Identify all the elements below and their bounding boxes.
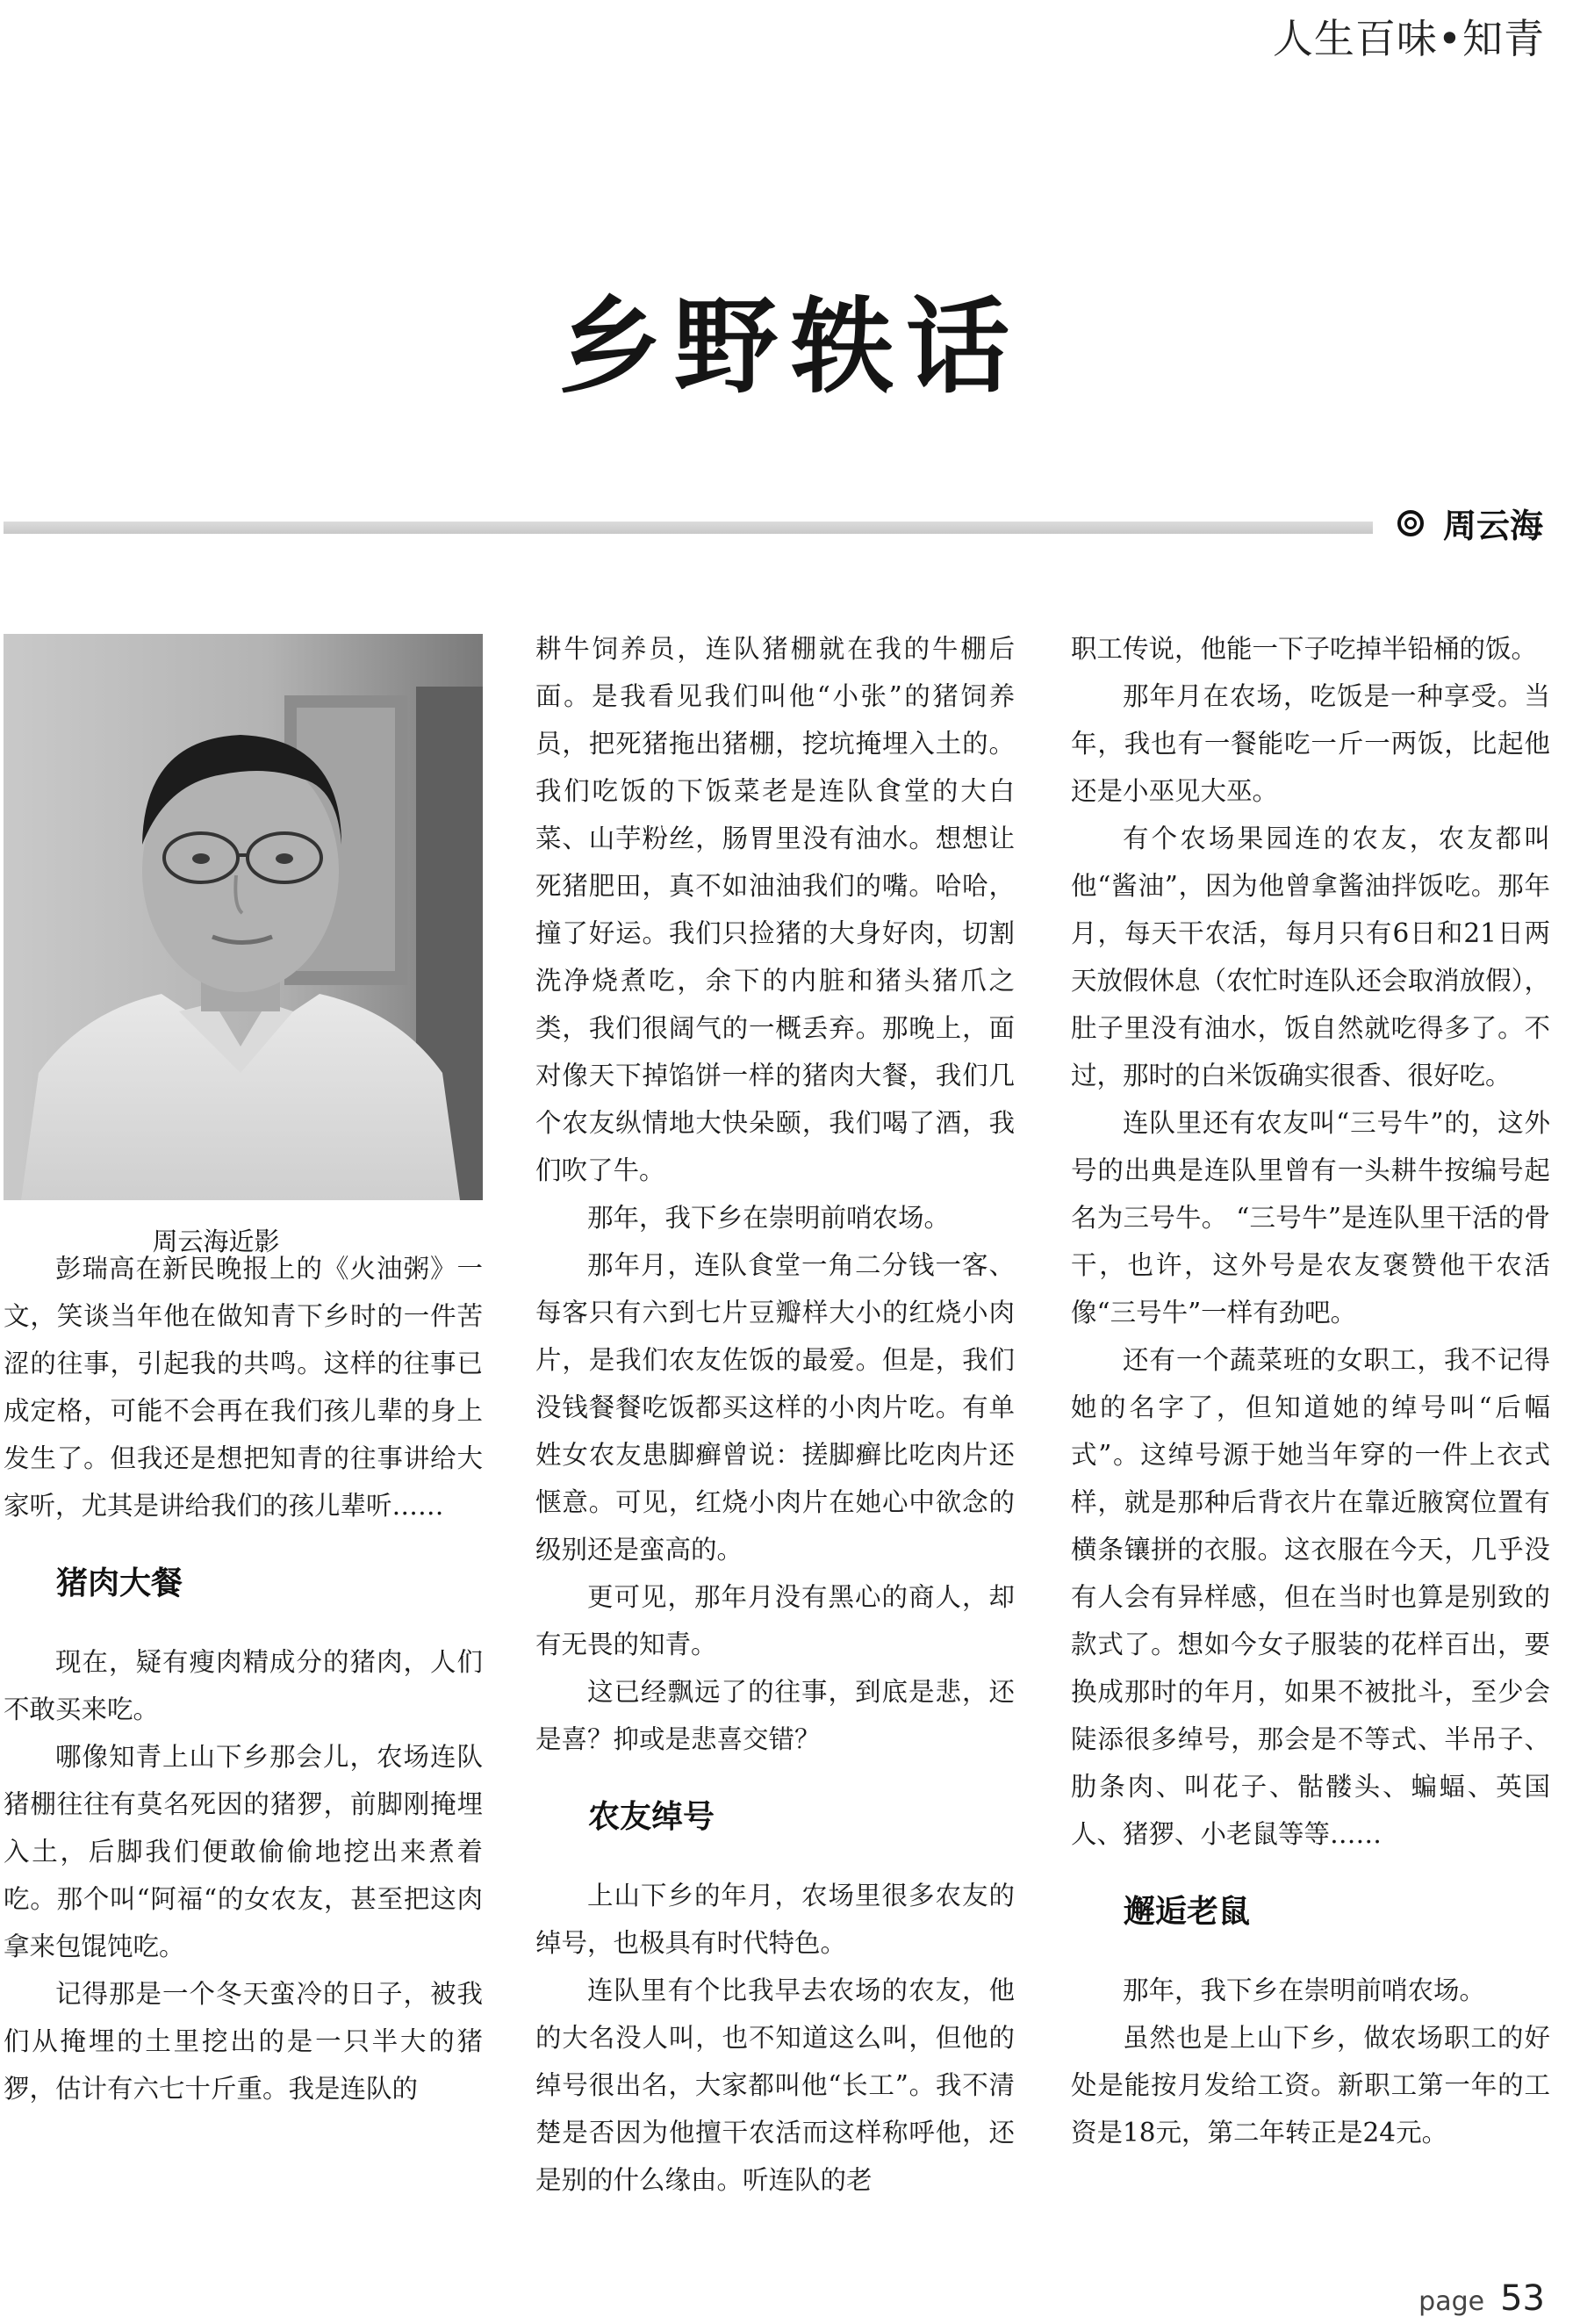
subheading-pork-feast: 猪肉大餐 [56, 1565, 183, 1601]
paragraph: 那年月在农场，吃饭是一种享受。当年，我也有一餐能吃一斤一两饭，比起他还是小巫见大巫。 [1071, 681, 1550, 806]
paragraph: 连队里有个比我早去农场的农友，他的大名没人叫，也不知道这么叫，但他的绰号很出名，大家都叫他“长工”。我不清楚是否因为他擅干农活而这样称呼他，还是别的什么缘由。听连队的老 [535, 1975, 1015, 2195]
author-name: 周云海 [1442, 507, 1543, 545]
paragraph: 虽然也是上山下乡，做农场职工的好处是能按月发给工资。新职工第一年的工资是18元，第二年转正是24元。 [1071, 2023, 1550, 2148]
paragraph: 那年，我下乡在崇明前哨农场。 [587, 1203, 951, 1233]
intro-paragraph: 彭瑞高在新民晚报上的《火油粥》一文，笑谈当年他在做知青下乡时的一件苦涩的往事，引起我的共鸣。这样的往事已成定格，可能不会再在我们孩儿辈的身上发生了。但我还是想把知青的往事讲给大家听，尤其是讲给我们的孩儿辈听…… [4, 1254, 483, 1521]
paragraph: 那年，我下乡在崇明前哨农场。 [1123, 1975, 1486, 2005]
author-byline [1397, 499, 1543, 547]
paragraph: 记得那是一个冬天蛮冷的日子，被我们从掩埋的土里挖出的是一只半大的猪猡，估计有六七十斤重。我是连队的 [4, 1979, 483, 2104]
title-divider [4, 522, 1373, 534]
paragraph: 更可见，那年月没有黑心的商人，却有无畏的知青。 [535, 1582, 1015, 1659]
subheading-nicknames: 农友绰号 [588, 1799, 715, 1835]
bullseye-icon [1397, 510, 1424, 536]
paragraph: 有个农场果园连的农友，农友都叫他“酱油”，因为他曾拿酱油拌饭吃。那年月，每天干农活，每月只有6日和21日两天放假休息（农忙时连队还会取消放假），肚子里没有油水，饭自然就吃得多了。不过，那时的白米饭确实很香、很好吃。 [1071, 824, 1550, 1090]
paragraph: 那年月，连队食堂一角二分钱一客、每客只有六到七片豆瓣样大小的红烧小肉片，是我们农友佐饭的最爱。但是，我们没钱餐餐吃饭都买这样的小肉片吃。有单姓女农友患脚癣曾说：搓脚癣比吃肉片还惬意。可见，红烧小肉片在她心中欲念的级别还是蛮高的。 [535, 1250, 1015, 1565]
page-label: page [1418, 2286, 1485, 2317]
column-3 [1071, 625, 1550, 2156]
page-footer [1418, 2278, 1545, 2319]
article-title: 乡野轶话 [557, 286, 1022, 407]
paragraph: 现在，疑有瘦肉精成分的猪肉，人们不敢买来吃。 [4, 1647, 483, 1724]
section-tag: 人生百味•知青 [1272, 15, 1545, 62]
paragraph: 耕牛饲养员，连队猪棚就在我的牛棚后面。是我看见我们叫他“小张”的猪饲养员，把死猪拖出猪棚，挖坑掩埋入土的。我们吃饭的下饭菜老是连队食堂的大白菜、山芋粉丝，肠胃里没有油水。想想让死猪肥田，真不如油油我们的嘴。哈哈，撞了好运。我们只捡猪的大身好肉，切割洗净烧煮吃，余下的内脏和猪头猪爪之类，我们很阔气的一概丢弃。那晚上，面对像天下掉馅饼一样的猪肉大餐，我们几个农友纵情地大快朵颐，我们喝了酒，我们吹了牛。 [535, 634, 1015, 1185]
author-photo [4, 634, 483, 1200]
column-1 [4, 1245, 483, 2112]
paragraph: 这已经飘远了的往事，到底是悲，还是喜？抑或是悲喜交错？ [535, 1677, 1015, 1754]
paragraph: 上山下乡的年月，农场里很多农友的绰号，也极具有时代特色。 [535, 1881, 1015, 1958]
paragraph: 哪像知青上山下乡那会儿，农场连队猪棚往往有莫名死因的猪猡，前脚刚掩埋入土，后脚我们便敢偷偷地挖出来煮着吃。那个叫“阿福“的女农友，甚至把这肉拿来包馄饨吃。 [4, 1742, 483, 1961]
paragraph: 连队里还有农友叫“三号牛”的，这外号的出典是连队里曾有一头耕牛按编号起名为三号牛。 “三号牛”是连队里干活的骨干，也许，这外号是农友褒赞他干农活像“三号牛”一样有劲吧。 [1071, 1108, 1550, 1327]
column-2 [535, 625, 1015, 2204]
paragraph: 职工传说，他能一下子吃掉半铅桶的饭。 [1071, 634, 1538, 664]
paragraph: 还有一个蔬菜班的女职工，我不记得她的名字了，但知道她的绰号叫“后幅式”。这绰号源于她当年穿的一件上衣式样，就是那种后背衣片在靠近腋窝位置有横条镶拼的衣服。这衣服在今天，几乎没有人会有异样感，但在当时也算是别致的款式了。想如今女子服装的花样百出，要换成那时的年月，如果不被批斗，至少会陡添很多绰号，那会是不等式、半吊子、肋条肉、叫花子、骷髅头、蝙蝠、英国人、猪猡、小老鼠等等…… [1071, 1345, 1550, 1849]
portrait-illustration [4, 634, 483, 1200]
photo-caption: 周云海近影 [152, 1227, 280, 1256]
page-number: 53 [1500, 2278, 1545, 2319]
subheading-mouse-encounter: 邂逅老鼠 [1124, 1894, 1251, 1930]
